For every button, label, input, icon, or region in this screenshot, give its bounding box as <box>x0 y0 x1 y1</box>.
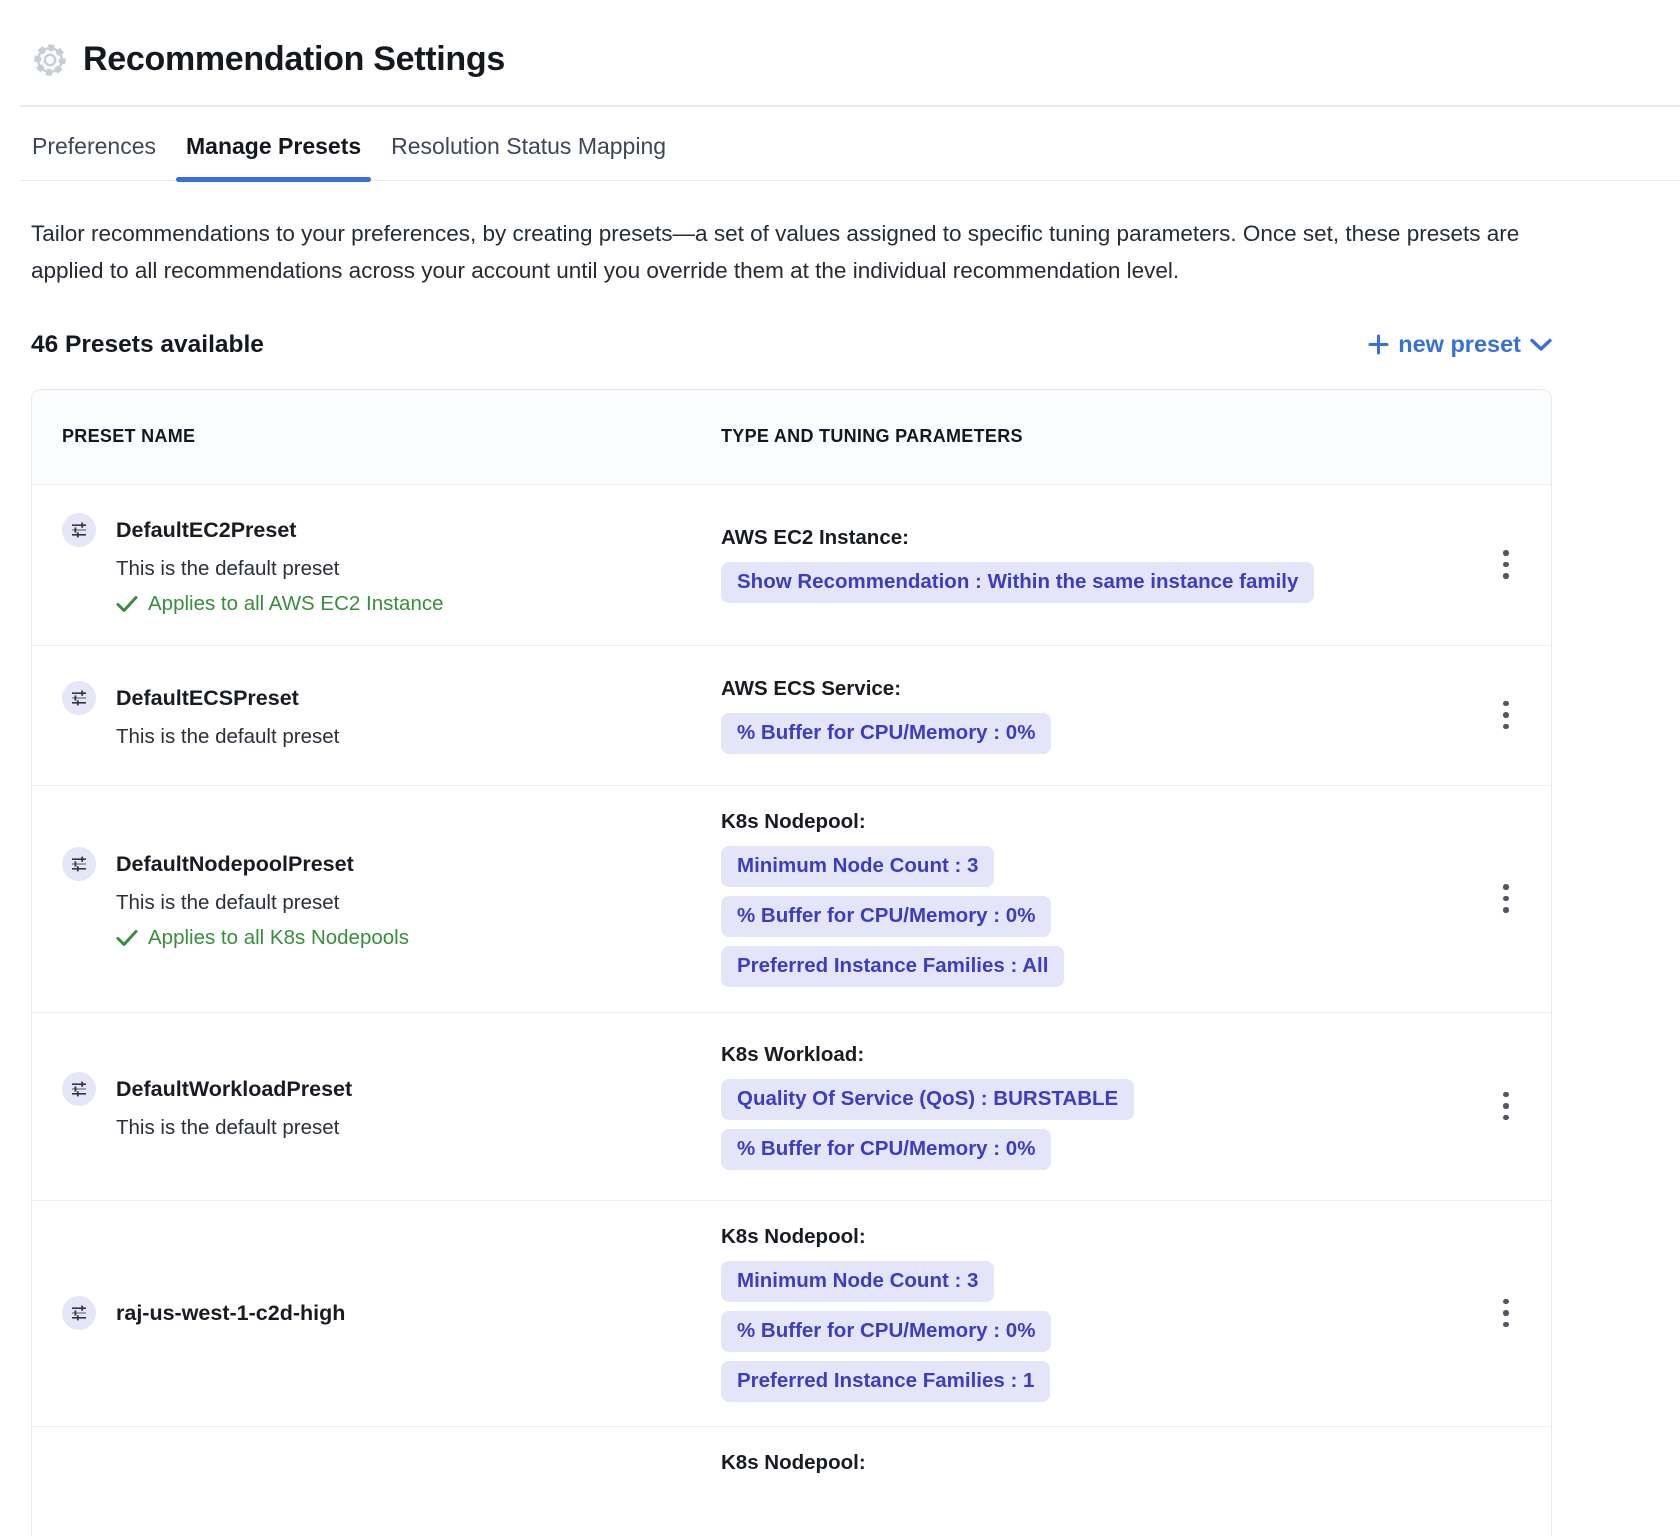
preset-table-body <box>32 484 1551 1536</box>
preset-type-label: K8s Nodepool: <box>721 810 866 833</box>
kebab-menu-icon[interactable] <box>1499 880 1513 917</box>
page-header <box>0 0 1680 105</box>
tuning-parameter-badge: Preferred Instance Families : All <box>721 946 1064 987</box>
preset-name-line <box>62 681 721 715</box>
applies-to-text: Applies to all AWS EC2 Instance <box>148 592 444 615</box>
page-description: Tailor recommendations to your preferences, by creating presets—a set of values assigned to specific tuning parameters. Once set, these presets are applied to all recommendations across your account until you override them at the individual recommendation level. <box>31 220 1520 283</box>
preset-name: raj-us-west-1-c2d-high <box>116 1300 346 1325</box>
main-content <box>0 215 1680 1536</box>
preset-type-label: K8s Workload: <box>721 1042 865 1066</box>
preset-name-cell <box>62 1296 721 1330</box>
preset-name-cell <box>62 847 721 950</box>
preset-description: This is the default preset <box>116 891 340 914</box>
preset-name: DefaultEC2Preset <box>116 517 297 542</box>
tuning-cell <box>721 1451 1521 1475</box>
presets-count: 46 Presets available <box>31 330 264 358</box>
column-header-preset-name: PRESET NAME <box>62 426 196 446</box>
check-icon <box>116 929 138 947</box>
tuning-parameter-badge: Quality Of Service (QoS) : BURSTABLE <box>721 1079 1134 1120</box>
tuning-parameter-badge: Show Recommendation : Within the same instance family <box>721 562 1314 603</box>
table-row <box>32 1200 1551 1426</box>
tuning-parameter-badge: Minimum Node Count : 3 <box>721 846 994 887</box>
preset-name-cell <box>62 513 721 616</box>
badge-list <box>721 562 1491 603</box>
preset-name-cell <box>62 681 721 749</box>
tab-bar <box>20 107 1680 181</box>
preset-type-label: K8s Nodepool: <box>721 1224 866 1248</box>
row-actions <box>1491 697 1521 734</box>
plus-icon <box>1368 334 1389 355</box>
kebab-menu-icon[interactable] <box>1499 1295 1513 1332</box>
preset-sliders-icon <box>62 847 96 881</box>
kebab-menu-icon[interactable] <box>1499 697 1513 734</box>
preset-name: DefaultNodepoolPreset <box>116 851 354 876</box>
page-title: Recommendation Settings <box>83 40 505 78</box>
tuning-parameter-badge: Minimum Node Count : 3 <box>721 1261 994 1302</box>
tab-resolution-status-mapping[interactable]: Resolution Status Mapping <box>391 132 667 159</box>
preset-description: This is the default preset <box>116 557 340 580</box>
preset-name: DefaultWorkloadPreset <box>116 1076 353 1101</box>
tuning-cell <box>721 1043 1491 1170</box>
preset-description: This is the default preset <box>116 725 340 748</box>
badge-list <box>721 1079 1491 1170</box>
preset-name-line <box>62 513 721 547</box>
badge-list <box>721 713 1491 754</box>
table-header <box>32 390 1551 484</box>
row-actions <box>1491 546 1521 583</box>
applies-to-text: Applies to all K8s Nodepools <box>148 926 409 949</box>
badge-list <box>721 1261 1491 1402</box>
row-actions <box>1491 1088 1521 1125</box>
table-row <box>32 1012 1551 1200</box>
table-row <box>32 785 1551 1012</box>
tuning-cell <box>721 810 1491 987</box>
preset-sliders-icon <box>62 681 96 715</box>
kebab-menu-icon[interactable] <box>1499 546 1513 583</box>
preset-type-label: AWS EC2 Instance: <box>721 526 909 549</box>
tuning-parameter-badge: % Buffer for CPU/Memory : 0% <box>721 1311 1051 1352</box>
preset-name-line <box>62 1296 721 1330</box>
table-row <box>32 645 1551 785</box>
table-row <box>32 484 1551 645</box>
preset-name-cell <box>62 1072 721 1140</box>
tuning-parameter-badge: Preferred Instance Families : 1 <box>721 1361 1050 1402</box>
applies-to-line <box>116 926 721 950</box>
preset-name-line <box>62 847 721 881</box>
badge-list <box>721 846 1491 987</box>
kebab-menu-icon[interactable] <box>1499 1088 1513 1125</box>
row-actions <box>1491 1295 1521 1332</box>
preset-sliders-icon <box>62 1296 96 1330</box>
tuning-parameter-badge: % Buffer for CPU/Memory : 0% <box>721 713 1051 754</box>
check-icon <box>116 595 138 613</box>
preset-sliders-icon <box>62 1072 96 1106</box>
gear-icon <box>31 41 69 79</box>
tuning-parameter-badge: % Buffer for CPU/Memory : 0% <box>721 1129 1051 1170</box>
presets-bar <box>31 331 1552 359</box>
tuning-cell <box>721 526 1491 603</box>
preset-type-label: K8s Nodepool: <box>721 1450 866 1474</box>
new-preset-button[interactable] <box>1368 331 1552 358</box>
preset-sliders-icon <box>62 513 96 547</box>
row-actions <box>1491 880 1521 917</box>
preset-type-label: AWS ECS Service: <box>721 676 902 700</box>
tab-preferences[interactable]: Preferences <box>32 132 157 159</box>
column-header-tuning-parameters: TYPE AND TUNING PARAMETERS <box>721 426 1023 446</box>
table-row <box>32 1426 1551 1536</box>
preset-description: This is the default preset <box>116 1116 340 1139</box>
tuning-cell <box>721 677 1491 754</box>
applies-to-line <box>116 592 721 616</box>
new-preset-label: new preset <box>1398 331 1521 357</box>
preset-name: DefaultECSPreset <box>116 685 299 710</box>
preset-table <box>31 389 1552 1536</box>
tuning-cell <box>721 1225 1491 1402</box>
tab-manage-presets[interactable]: Manage Presets <box>176 107 371 180</box>
chevron-down-icon <box>1530 338 1552 352</box>
preset-name-line <box>62 1072 721 1106</box>
tuning-parameter-badge: % Buffer for CPU/Memory : 0% <box>721 896 1051 937</box>
